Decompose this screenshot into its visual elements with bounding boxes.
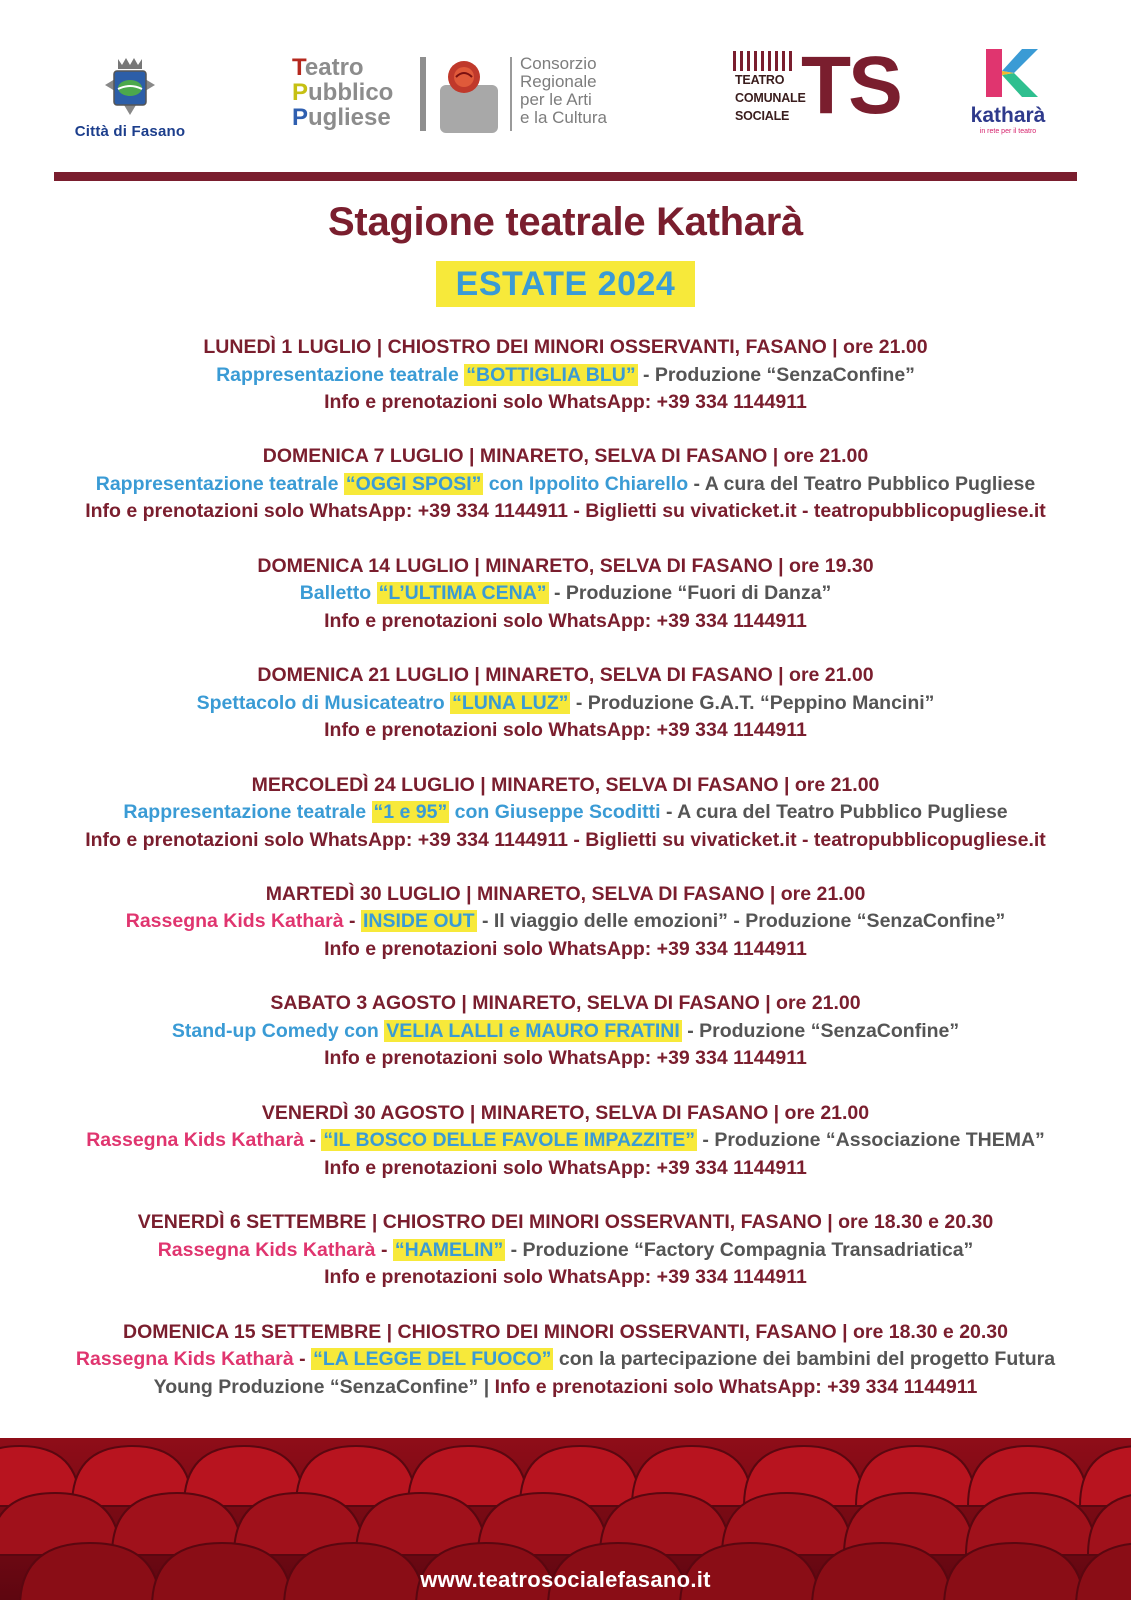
event-description bbox=[0, 471, 1131, 499]
event-item bbox=[0, 662, 1131, 771]
event-date-venue: DOMENICA 15 SETTEMBRE | CHIOSTRO DEI MINORI OSSERVANTI, FASANO | ore 18.30 e 20.30 bbox=[123, 1320, 1008, 1343]
tpp-wordmark bbox=[292, 55, 393, 130]
consorzio-line-4: e la Cultura bbox=[520, 108, 607, 127]
tpp-word-1: eatro bbox=[304, 54, 364, 81]
event-info: Info e prenotazioni solo WhatsApp: +39 334 1144911 bbox=[324, 1266, 807, 1289]
event-item bbox=[0, 334, 1131, 443]
event-title: “L’ULTIMA CENA” bbox=[378, 582, 547, 605]
event-item bbox=[0, 1100, 1131, 1209]
ts-small-text bbox=[735, 71, 806, 125]
event-item bbox=[0, 443, 1131, 552]
kathara-logo bbox=[953, 49, 1063, 135]
event-info: Info e prenotazioni solo WhatsApp: +39 334 1144911 - Biglietti su vivaticket.it - teatropubblicopugliese.it bbox=[85, 828, 1046, 851]
event-info: Info e prenotazioni solo WhatsApp: +39 334 1144911 bbox=[324, 937, 807, 960]
event-description bbox=[0, 580, 1131, 608]
event-date-venue: MARTEDÌ 30 LUGLIO | MINARETO, SELVA DI FASANO | ore 21.00 bbox=[265, 882, 866, 905]
event-date-venue: DOMENICA 7 LUGLIO | MINARETO, SELVA DI FASANO | ore 21.00 bbox=[262, 445, 869, 468]
event-production: - A cura del Teatro Pubblico Pugliese bbox=[660, 801, 1008, 824]
event-info-prefix: Young Produzione “SenzaConfine” | bbox=[153, 1375, 495, 1398]
event-production: - Produzione “Factory Compagnia Transadriatica” bbox=[505, 1238, 974, 1261]
event-info: Info e prenotazioni solo WhatsApp: +39 334 1144911 bbox=[324, 1156, 807, 1179]
kathara-k-icon bbox=[978, 49, 1038, 97]
event-item bbox=[0, 881, 1131, 990]
consorzio-line-2: Regionale bbox=[520, 72, 597, 91]
event-production: - Il viaggio delle emozioni” - Produzione “SenzaConfine” bbox=[476, 910, 1006, 933]
event-date-venue: DOMENICA 21 LUGLIO | MINARETO, SELVA DI FASANO | ore 21.00 bbox=[257, 664, 874, 687]
event-title: “1 e 95” bbox=[373, 801, 448, 824]
event-category: Rassegna Kids Katharà bbox=[86, 1129, 310, 1152]
event-title: INSIDE OUT bbox=[362, 910, 475, 933]
tpp-divider bbox=[420, 57, 426, 131]
event-title: “HAMELIN” bbox=[394, 1238, 504, 1261]
event-date-venue: VENERDÌ 6 SETTEMBRE | CHIOSTRO DEI MINORI OSSERVANTI, FASANO | ore 18.30 e 20.30 bbox=[137, 1211, 994, 1234]
event-item bbox=[0, 772, 1131, 881]
tpp-letter-3: P bbox=[292, 104, 309, 131]
teatro-comunale-sociale-logo bbox=[733, 40, 900, 135]
event-title: “LA LEGGE DEL FUOCO” bbox=[313, 1348, 552, 1371]
event-category: Rassegna Kids Katharà bbox=[125, 910, 350, 933]
event-title: “BOTTIGLIA BLU” bbox=[466, 363, 636, 386]
city-name: Città di Fasano bbox=[74, 123, 186, 140]
event-info: Info e prenotazioni solo WhatsApp: +39 334 1144911 bbox=[324, 719, 807, 742]
consorzio-divider bbox=[510, 57, 512, 131]
event-info: Info e prenotazioni solo WhatsApp: +39 334 1144911 - Biglietti su vivaticket.it - teatropubblicopugliese.it bbox=[85, 500, 1046, 523]
header-divider bbox=[54, 172, 1077, 181]
event-description bbox=[0, 1127, 1131, 1155]
season-subtitle: ESTATE 2024 bbox=[436, 261, 696, 307]
tpp-word-3: ugliese bbox=[308, 104, 391, 131]
event-category: Rappresentazione teatrale bbox=[95, 472, 344, 495]
ts-line-3: SOCIALE bbox=[735, 109, 790, 123]
event-description bbox=[0, 799, 1131, 827]
tpp-word-2: ubblico bbox=[308, 79, 394, 106]
event-info-contact: Info e prenotazioni solo WhatsApp: +39 334 1144911 bbox=[494, 1375, 978, 1398]
event-category: Balletto bbox=[299, 582, 377, 605]
events-list bbox=[0, 334, 1131, 1428]
event-extra: con Ippolito Chiarello bbox=[483, 472, 689, 495]
event-production: - Produzione G.A.T. “Peppino Mancini” bbox=[570, 691, 935, 714]
fasano-crest-icon bbox=[100, 55, 160, 121]
event-info: Info e prenotazioni solo WhatsApp: +39 334 1144911 bbox=[324, 391, 807, 413]
kathara-wordmark: katharà bbox=[970, 104, 1046, 127]
event-production: - A cura del Teatro Pubblico Pugliese bbox=[688, 472, 1036, 495]
logo-header bbox=[55, 40, 1076, 145]
kathara-tagline: in rete per il teatro bbox=[979, 128, 1037, 135]
event-category: Stand-up Comedy con bbox=[171, 1019, 385, 1042]
event-production: - Produzione “Fuori di Danza” bbox=[548, 582, 832, 605]
event-date-venue: VENERDÌ 30 AGOSTO | MINARETO, SELVA DI FASANO | ore 21.00 bbox=[261, 1101, 870, 1124]
event-description bbox=[0, 690, 1131, 718]
event-description bbox=[0, 1018, 1131, 1046]
event-category: Spettacolo di Musicateatro bbox=[196, 691, 451, 714]
event-description bbox=[0, 1346, 1131, 1374]
event-extra: con Giuseppe Scoditti bbox=[449, 801, 661, 824]
event-description bbox=[0, 1237, 1131, 1265]
citta-di-fasano-logo bbox=[55, 45, 205, 140]
event-production: con la partecipazione dei bambini del progetto Futura bbox=[553, 1348, 1056, 1371]
event-info bbox=[0, 1374, 1131, 1402]
event-item bbox=[0, 990, 1131, 1099]
consorzio-line-3: per le Arti bbox=[520, 90, 592, 109]
ts-stripes-icon bbox=[733, 51, 799, 71]
event-date-venue: DOMENICA 14 LUGLIO | MINARETO, SELVA DI FASANO | ore 19.30 bbox=[257, 554, 874, 577]
event-info: Info e prenotazioni solo WhatsApp: +39 334 1144911 bbox=[324, 1047, 807, 1070]
event-title: “OGGI SPOSI” bbox=[345, 472, 482, 495]
event-date-venue: SABATO 3 AGOSTO | MINARETO, SELVA DI FASANO | ore 21.00 bbox=[270, 992, 861, 1015]
teatro-pubblico-pugliese-logo bbox=[292, 55, 622, 135]
event-category: Rappresentazione teatrale bbox=[216, 363, 465, 386]
event-item bbox=[0, 553, 1131, 662]
event-title: VELIA LALLI e MAURO FRATINI bbox=[386, 1019, 680, 1042]
event-category: Rassegna Kids Katharà bbox=[75, 1348, 300, 1371]
event-dash: - bbox=[299, 1348, 312, 1371]
event-description bbox=[0, 362, 1131, 390]
event-item bbox=[0, 1319, 1131, 1428]
ts-line-2: COMUNALE bbox=[735, 91, 806, 105]
event-date-venue: LUNEDÌ 1 LUGLIO | CHIOSTRO DEI MINORI OSSERVANTI, FASANO | ore 21.00 bbox=[203, 336, 928, 358]
event-info: Info e prenotazioni solo WhatsApp: +39 334 1144911 bbox=[324, 609, 807, 632]
event-title: “IL BOSCO DELLE FAVOLE IMPAZZITE” bbox=[323, 1129, 695, 1152]
ts-line-1: TEATRO bbox=[735, 73, 785, 87]
event-date-venue: MERCOLEDÌ 24 LUGLIO | MINARETO, SELVA DI FASANO | ore 21.00 bbox=[251, 773, 880, 796]
website-url: www.teatrosocialefasano.it bbox=[420, 1567, 711, 1592]
event-production: - Produzione “SenzaConfine” bbox=[637, 363, 915, 386]
ts-big-letters: TS bbox=[801, 40, 900, 131]
tpp-letter-1: T bbox=[292, 54, 305, 81]
event-production: - Produzione “SenzaConfine” bbox=[681, 1019, 960, 1042]
tpp-letter-2: P bbox=[292, 79, 309, 106]
event-dash: - bbox=[349, 910, 361, 933]
page-title: Stagione teatrale Katharà bbox=[328, 200, 803, 244]
consorzio-text bbox=[520, 55, 607, 127]
event-category: Rassegna Kids Katharà bbox=[157, 1238, 381, 1261]
event-dash: - bbox=[380, 1238, 393, 1261]
event-description bbox=[0, 908, 1131, 936]
thinker-figure-icon bbox=[434, 55, 504, 135]
consorzio-line-1: Consorzio bbox=[520, 54, 597, 73]
event-production: - Produzione “Associazione THEMA” bbox=[697, 1129, 1045, 1152]
event-category: Rappresentazione teatrale bbox=[123, 801, 372, 824]
event-item bbox=[0, 1209, 1131, 1318]
subtitle-container bbox=[0, 261, 1131, 307]
event-dash: - bbox=[309, 1129, 322, 1152]
event-title: “LUNA LUZ” bbox=[452, 691, 569, 714]
